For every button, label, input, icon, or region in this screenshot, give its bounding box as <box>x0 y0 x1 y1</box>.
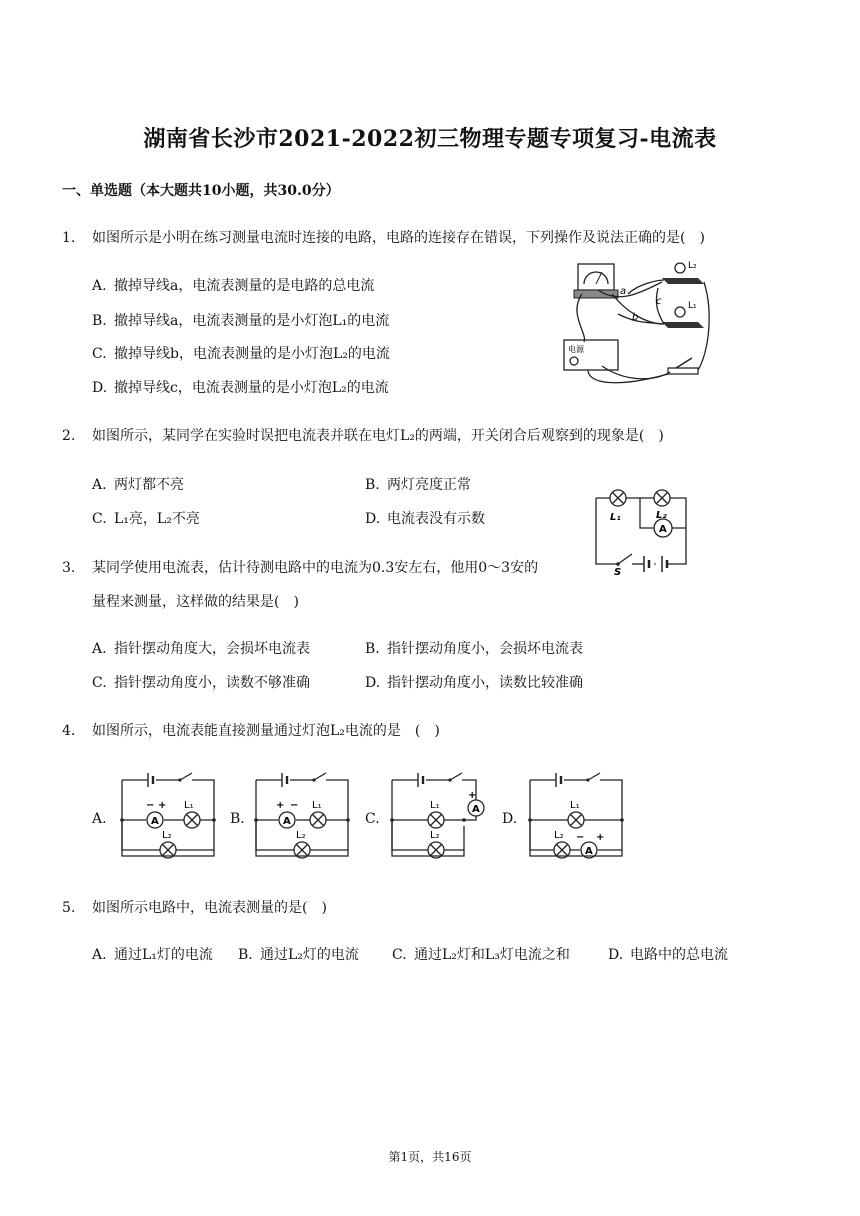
plus-label: + <box>276 800 285 811</box>
plus-label: + <box>596 832 605 843</box>
option-2b[interactable] <box>365 475 471 495</box>
question-text: 如图所示是小明在练习测量电流时连接的电路，电路的连接存在错误，下列操作及说法正确的是( ) <box>92 230 705 246</box>
page-footer: 第1页，共16页 <box>388 1150 472 1164</box>
page-title: 湖南省长沙市2021-2022初三物理专题专项复习-电流表 <box>143 126 717 152</box>
question-text: 如图所示电路中，电流表测量的是( ) <box>92 900 327 916</box>
lamp1-label: L₁ <box>184 800 194 811</box>
lamp1-label: L₁ <box>570 800 580 811</box>
ammeter-label: A <box>151 816 159 827</box>
option-5d[interactable] <box>608 945 728 965</box>
option-1d[interactable] <box>92 378 389 398</box>
question-number: 3. <box>62 560 76 576</box>
question-number: 2. <box>62 428 76 444</box>
option-text: 指针摆动角度小，读数比较准确 <box>387 675 583 691</box>
option-text: 撤掉导线a，电流表测量的是小灯泡L₁的电流 <box>114 313 390 329</box>
option-text: 两灯都不亮 <box>114 477 184 493</box>
option-2a[interactable] <box>92 475 184 495</box>
q4-figure-a <box>118 770 222 862</box>
option-1a[interactable] <box>92 276 374 296</box>
switch-label: S <box>614 567 622 578</box>
lamp1-label: L₁ <box>312 800 322 811</box>
minus-label: − <box>576 832 585 843</box>
question-text: 如图所示，电流表能直接测量通过灯泡L₂电流的是 ( ) <box>92 723 440 739</box>
option-letter: B. <box>92 313 107 329</box>
option-letter: C. <box>92 675 107 691</box>
option-letter: A. <box>92 811 107 827</box>
ammeter-device <box>578 264 614 290</box>
question-text: 如图所示，某同学在实验时误把电流表并联在电灯L₂的两端，开关闭合后观察到的现象是( ) <box>92 428 664 444</box>
option-text: 撤掉导线c，电流表测量的是小灯泡L₂的电流 <box>114 380 389 396</box>
lamp1-label: L₁ <box>688 301 697 311</box>
option-3a[interactable] <box>92 639 310 659</box>
option-3d[interactable] <box>365 673 583 693</box>
q4-figure-d <box>526 770 630 862</box>
ammeter-label: A <box>283 816 291 827</box>
option-text: 指针摆动角度小，会损坏电流表 <box>387 641 583 657</box>
plus-label: + <box>468 790 477 801</box>
option-letter: C. <box>392 947 407 963</box>
ammeter-label: A <box>585 846 593 857</box>
option-letter: B. <box>238 947 253 963</box>
option-letter: A. <box>92 278 107 294</box>
option-text: 通过L₁灯的电流 <box>114 947 213 963</box>
option-text: 撤掉导线b，电流表测量的是小灯泡L₂的电流 <box>114 346 390 362</box>
option-text: 指针摆动角度大，会损坏电流表 <box>114 641 310 657</box>
option-letter: A. <box>92 947 107 963</box>
option-4d[interactable] <box>502 809 517 829</box>
lamp2-holder <box>662 278 704 284</box>
lamp1-label: L₁ <box>430 800 440 811</box>
option-text: 通过L₂灯的电流 <box>260 947 359 963</box>
option-text: 撤掉导线a，电流表测量的是电路的总电流 <box>114 278 375 294</box>
option-4c[interactable] <box>365 809 380 829</box>
option-letter: C. <box>365 811 380 827</box>
option-4b[interactable] <box>230 809 245 829</box>
option-1b[interactable] <box>92 311 389 331</box>
lamp2-label: L₂ <box>656 510 667 521</box>
option-letter: C. <box>92 511 107 527</box>
ammeter-label: A <box>659 524 667 535</box>
section-heading: 一、单选题（本大题共10小题，共30.0分） <box>62 183 340 199</box>
option-5a[interactable] <box>92 945 213 965</box>
option-letter: B. <box>365 477 380 493</box>
option-text: 电流表没有示数 <box>387 511 485 527</box>
option-letter: D. <box>608 947 624 963</box>
lamp1-label: L₁ <box>610 512 621 523</box>
option-3b[interactable] <box>365 639 583 659</box>
option-letter: D. <box>502 811 518 827</box>
option-letter: B. <box>365 641 380 657</box>
plus-label: + <box>158 800 167 811</box>
q4-figure-c <box>388 770 492 862</box>
option-4a[interactable] <box>92 809 107 829</box>
question-text-line1: 某同学使用电流表，估计待测电路中的电流为0.3安左右，他用0～3安的 <box>92 560 539 576</box>
lamp2-label: L₂ <box>162 830 172 841</box>
q4-figure-b <box>252 770 356 862</box>
lamp2-label: L₂ <box>688 261 697 271</box>
switch-device <box>668 368 698 374</box>
option-1c[interactable] <box>92 344 390 364</box>
switch-symbol <box>618 554 632 564</box>
option-letter: D. <box>365 511 381 527</box>
option-2d[interactable] <box>365 509 485 529</box>
option-letter: B. <box>230 811 245 827</box>
lamp2-label: L₂ <box>296 830 306 841</box>
lamp1-holder <box>662 322 704 328</box>
question-number: 4. <box>62 723 76 739</box>
minus-label: − <box>146 800 155 811</box>
lamp2-label: L₂ <box>554 830 564 841</box>
q1-circuit-figure <box>558 254 708 394</box>
option-text: L₁亮，L₂不亮 <box>114 511 200 527</box>
question-number: 5. <box>62 900 76 916</box>
question-text-line2: 量程来测量，这样做的结果是( ) <box>92 594 299 610</box>
source-label: 电源 <box>568 345 584 354</box>
lamp2-label: L₂ <box>430 830 440 841</box>
wire-a <box>628 280 664 294</box>
q2-circuit-figure <box>588 484 694 576</box>
option-text: 两灯亮度正常 <box>387 477 471 493</box>
wire-c-label: c <box>656 296 662 307</box>
option-5b[interactable] <box>238 945 359 965</box>
option-text: 指针摆动角度小，读数不够准确 <box>114 675 310 691</box>
question-number: 1. <box>62 230 76 246</box>
option-3c[interactable] <box>92 673 310 693</box>
option-letter: A. <box>92 641 107 657</box>
option-2c[interactable] <box>92 509 200 529</box>
wire-b-label: b <box>632 312 639 323</box>
option-letter: A. <box>92 477 107 493</box>
option-letter: D. <box>365 675 381 691</box>
option-letter: C. <box>92 346 107 362</box>
option-text: 通过L₂灯和L₃灯电流之和 <box>414 947 570 963</box>
wire-a-label: a <box>620 286 627 297</box>
ammeter-label: A <box>472 804 480 815</box>
minus-label: − <box>290 800 299 811</box>
option-5c[interactable] <box>392 945 570 965</box>
option-text: 电路中的总电流 <box>630 947 728 963</box>
option-letter: D. <box>92 380 108 396</box>
